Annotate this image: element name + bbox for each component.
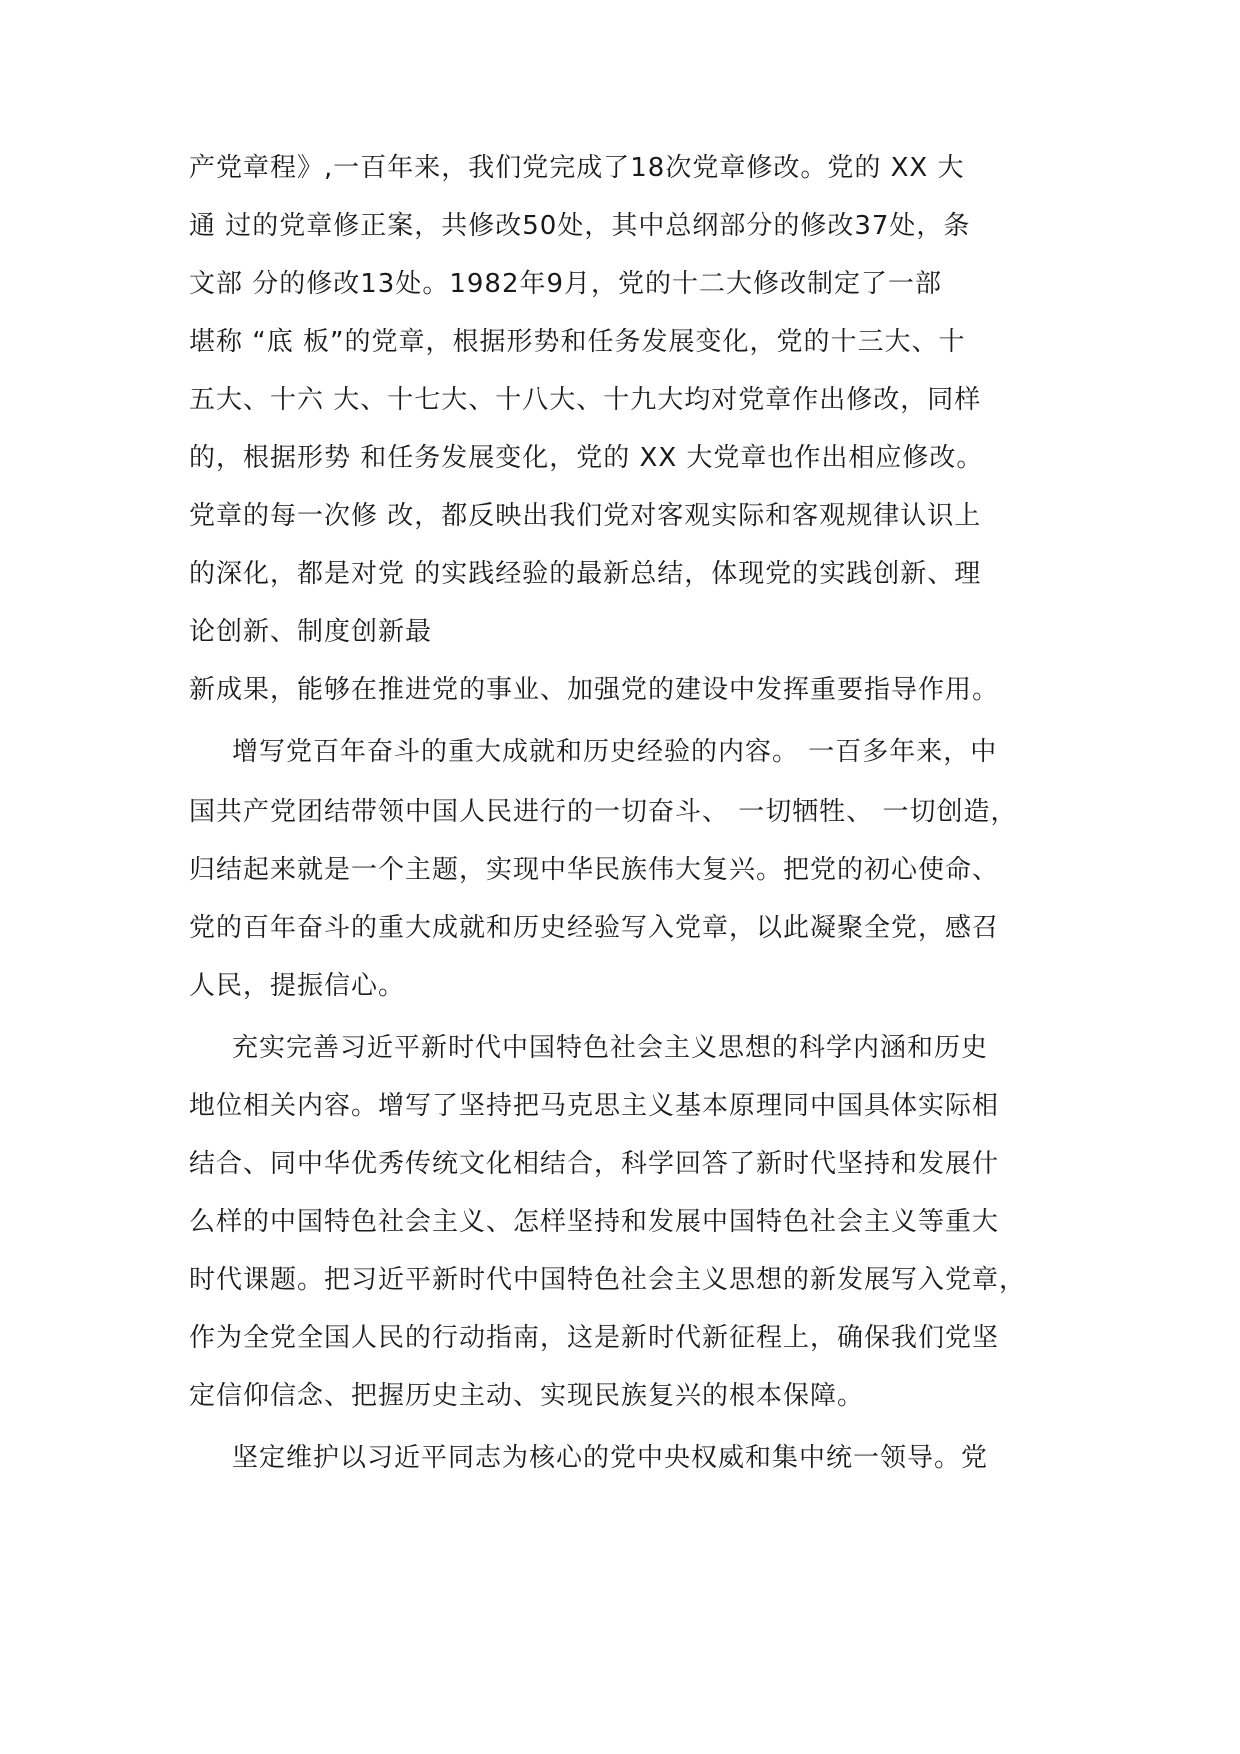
text-line: 党章的每一次修 改，都反映出我们党对客观实际和客观规律认识上	[189, 501, 982, 531]
text-line: 通 过的党章修正案，共修改50处，其中总纲部分的修改37处，条	[189, 211, 971, 241]
text-line: 论创新、制度创新最	[189, 617, 433, 647]
text-line: 堪称 “底 板”的党章，根据形势和任务发展变化，党的十三大、十	[189, 327, 966, 357]
text-line: 的深化，都是对党 的实践经验的最新总结，体现党的实践创新、理	[189, 559, 982, 589]
text-line: 结合、同中华优秀传统文化相结合，科学回答了新时代坚持和发展什	[189, 1149, 1000, 1179]
text-line: 归结起来就是一个主题，实现中华民族伟大复兴。把党的初心使命、	[189, 855, 1000, 885]
text-line: 党的百年奋斗的重大成就和历史经验写入党章，以此凝聚全党，感召	[189, 913, 1000, 943]
text-line: 新成果，能够在推进党的事业、加强党的建设中发挥重要指导作用。	[189, 675, 1000, 705]
text-line: 时代课题。把习近平新时代中国特色社会主义思想的新发展写入党章，	[189, 1265, 1027, 1295]
text-line: 产党章程》,一百年来，我们党完成了18次党章修改。党的 XX 大	[189, 153, 965, 183]
text-line: 五大、十六 大、十七大、十八大、十九大均对党章作出修改，同样	[189, 385, 982, 415]
paragraph-start-line: 充实完善习近平新时代中国特色社会主义思想的科学内涵和历史	[232, 1033, 989, 1063]
text-line: 么样的中国特色社会主义、怎样坚持和发展中国特色社会主义等重大	[189, 1207, 1000, 1237]
text-line: 定信仰信念、把握历史主动、实现民族复兴的根本保障。	[189, 1381, 865, 1411]
paragraph-start-line: 坚定维护以习近平同志为核心的党中央权威和集中统一领导。党	[232, 1443, 989, 1473]
text-line: 人民，提振信心。	[189, 971, 406, 1001]
text-line: 国共产党团结带领中国人民进行的一切奋斗、 一切牺牲、 一切创造，	[189, 797, 1018, 827]
text-line: 作为全党全国人民的行动指南，这是新时代新征程上，确保我们党坚	[189, 1323, 1000, 1353]
paragraph-start-line: 增写党百年奋斗的重大成就和历史经验的内容。 一百多年来，中	[232, 737, 998, 767]
text-line: 地位相关内容。增写了坚持把马克思主义基本原理同中国具体实际相	[189, 1091, 1000, 1121]
text-line: 文部 分的修改13处。1982年9月，党的十二大修改制定了一部	[189, 269, 943, 299]
text-line: 的，根据形势 和任务发展变化，党的 XX 大党章也作出相应修改。	[189, 443, 984, 473]
